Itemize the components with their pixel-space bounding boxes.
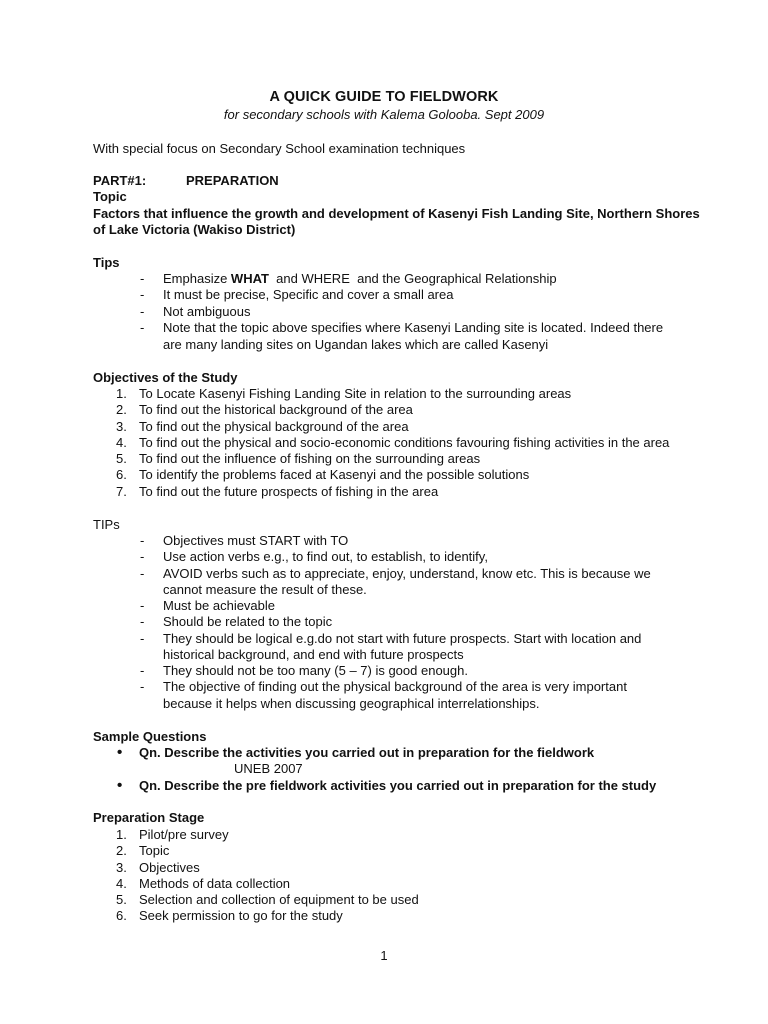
list-item: 5. To find out the influence of fishing on the surrounding areas [116, 451, 481, 467]
tips2-continuation: because it helps when discussing geographical interrelationships. [163, 696, 540, 711]
list-item: 7. To find out the future prospects of fishing in the area [116, 483, 439, 499]
list-item: 5. Selection and collection of equipment to be used [116, 892, 419, 908]
list-item: 1. Pilot/pre survey [116, 827, 229, 842]
list-item: - Should be related to the topic [93, 614, 641, 630]
part-label: PART#1: [93, 173, 147, 188]
list-item: • Qn. Describe the pre fieldwork activities you carried out in preparation for the study [93, 778, 656, 794]
list-item: 2. Topic [116, 843, 170, 859]
tips2-list [93, 533, 651, 582]
list-item: - Use action verbs e.g., to find out, to establish, to identify, [93, 549, 651, 565]
list-item: - Emphasize WHAT and WHERE and the Geographical Relationship [93, 271, 663, 287]
list-item: • Qn. Describe the activities you carried out in preparation for the fieldwork UNEB 2007 [93, 745, 656, 778]
list-item: - They should be logical e.g.do not start with future prospects. Start with location and [93, 631, 641, 647]
tips2-list-cont [93, 663, 627, 696]
tips-heading: Tips [93, 255, 120, 270]
list-item: - Objectives must START with TO [93, 533, 651, 549]
list-item: 4. To find out the physical and socio-economic conditions favouring fishing activities in the area [116, 434, 670, 450]
topic-line-1: Factors that influence the growth and development of Kasenyi Fish Landing Site, Northern Shores [93, 206, 700, 221]
page-number: 1 [380, 948, 388, 963]
list-item: - Not ambiguous [93, 304, 663, 320]
list-item: - AVOID verbs such as to appreciate, enjoy, understand, know etc. This is because we [93, 566, 651, 582]
question-source: UNEB 2007 [234, 761, 303, 777]
document-title: A QUICK GUIDE TO FIELDWORK [269, 89, 499, 105]
sample-heading: Sample Questions [93, 729, 207, 744]
tips2-heading: TIPs [93, 517, 120, 532]
part-heading [93, 173, 279, 189]
list-item: 1. To Locate Kasenyi Fishing Landing Site in relation to the surrounding areas [116, 386, 572, 401]
list-item: 2. To find out the historical background of the area [116, 402, 413, 418]
list-item: - They should not be too many (5 – 7) is good enough. [93, 663, 627, 679]
prep-list [93, 827, 419, 925]
list-item: 6. To identify the problems faced at Kasenyi and the possible solutions [116, 467, 530, 483]
part-name: PREPARATION [186, 173, 279, 188]
list-item: 4. Methods of data collection [116, 875, 291, 891]
list-item: - It must be precise, Specific and cover a small area [93, 287, 663, 303]
topic-line-2: of Lake Victoria (Wakiso District) [93, 222, 296, 237]
list-item: 3. To find out the physical background of the area [116, 418, 409, 434]
sample-list [93, 745, 656, 794]
tips2-list-cont [93, 598, 641, 647]
tips2-continuation: historical background, and end with future prospects [163, 647, 464, 662]
list-item: 3. Objectives [116, 859, 200, 875]
intro-text: With special focus on Secondary School examination techniques [93, 141, 466, 156]
tips-list [93, 271, 663, 336]
prep-heading: Preparation Stage [93, 810, 205, 825]
list-item: - Must be achievable [93, 598, 641, 614]
objectives-list [93, 386, 669, 500]
objectives-heading: Objectives of the Study [93, 370, 238, 385]
list-item: 6. Seek permission to go for the study [116, 908, 343, 924]
tips-item-continuation: are many landing sites on Ugandan lakes which are called Kasenyi [163, 337, 549, 352]
list-item: - The objective of finding out the physical background of the area is very important [93, 679, 627, 695]
tips2-continuation: cannot measure the result of these. [163, 582, 367, 597]
topic-heading: Topic [93, 189, 127, 204]
list-item: - Note that the topic above specifies where Kasenyi Landing site is located. Indeed there [93, 320, 663, 336]
document-subtitle: for secondary schools with Kalema Golooba. Sept 2009 [223, 107, 545, 122]
